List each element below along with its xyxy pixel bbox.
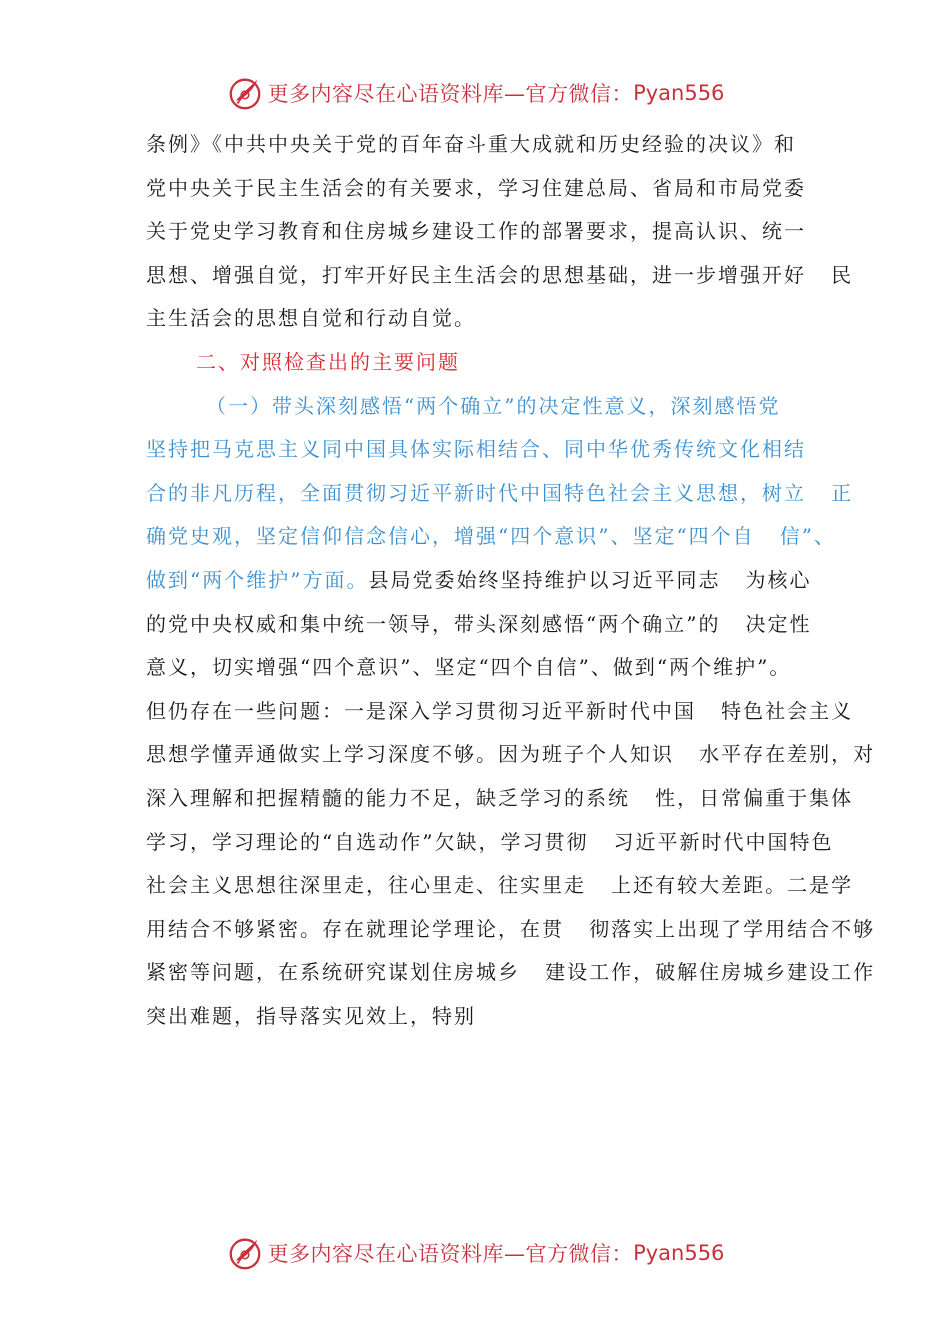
text-line: 党中央关于民主生活会的有关要求，学习住建总局、省局和市局党委 bbox=[146, 175, 806, 200]
footer-banner-content bbox=[226, 1234, 725, 1272]
subsection-heading-line: （一）带头深刻感悟“两个确立”的决定性意义，深刻感悟党 bbox=[206, 393, 781, 418]
text-line: 条例》《中共中央关于党的百年奋斗重大成就和历史经验的决议》和 bbox=[146, 132, 796, 156]
text-line: 社会主义思想往深里走，往心里走、往实里走 上还有较大差距。二是学 bbox=[146, 873, 854, 898]
text-line: 学习，学习理论的“自选动作”欠缺，学习贯彻 习近平新时代中国特色 bbox=[146, 829, 834, 854]
quill-seal-icon bbox=[226, 74, 264, 112]
text-line: 但仍存在一些问题：一是深入学习贯彻习近平新时代中国 特色社会主义 bbox=[146, 698, 854, 723]
subsection-heading-line: 坚持把马克思主义同中国具体实际相结合、同中华优秀传统文化相结 bbox=[146, 437, 806, 462]
footer-banner bbox=[0, 1231, 950, 1275]
footer-banner-text: 更多内容尽在心语资料库—官方微信： bbox=[267, 1242, 634, 1266]
header-banner-contact: Pyan556 bbox=[633, 81, 725, 105]
text-line: 主生活会的思想自觉和行动自觉。 bbox=[146, 306, 476, 331]
subsection-heading-line: 确党史观，坚定信仰信念信心，增强“四个意识”、坚定“四个自 信”、 bbox=[146, 524, 836, 549]
text-line: 用结合不够紧密。存在就理论学理论，在贯 彻落实上出现了学用结合不够 bbox=[146, 916, 876, 941]
document-body bbox=[146, 123, 876, 1038]
text-line: 突出难题，指导落实见效上，特别 bbox=[146, 1003, 476, 1028]
header-banner-content bbox=[226, 74, 725, 112]
header-banner-text: 更多内容尽在心语资料库—官方微信： bbox=[267, 82, 634, 106]
section-heading: 二、对照检查出的主要问题 bbox=[196, 349, 460, 374]
footer-banner-contact: Pyan556 bbox=[633, 1241, 725, 1265]
text-line: 意义，切实增强“四个意识”、坚定“四个自信”、做到“两个维护”。 bbox=[146, 655, 792, 680]
body-text-start: 县局党委始终坚持维护以习近平同志 为核心 bbox=[368, 567, 812, 592]
text-line: 深入理解和把握精髓的能力不足，缺乏学习的系统 性，日常偏重于集体 bbox=[146, 785, 854, 810]
mixed-text-line bbox=[146, 559, 826, 603]
header-banner bbox=[0, 71, 950, 115]
text-line: 关于党史学习教育和住房城乡建设工作的部署要求，提高认识、统一 bbox=[146, 219, 806, 244]
subsection-heading-line: 合的非凡历程，全面贯彻习近平新时代中国特色社会主义思想，树立 正 bbox=[146, 480, 854, 505]
subsection-heading-tail: 做到“两个维护”方面。 bbox=[146, 567, 369, 592]
text-line: 的党中央权威和集中统一领导，带头深刻感悟“两个确立”的 决定性 bbox=[146, 611, 812, 636]
text-line: 思想、增强自觉，打牢开好民主生活会的思想基础，进一步增强开好 民 bbox=[146, 262, 854, 287]
text-line: 紧密等问题，在系统研究谋划住房城乡 建设工作，破解住房城乡建设工作 bbox=[146, 960, 876, 985]
text-line: 思想学懂弄通做实上学习深度不够。因为班子个人知识 水平存在差别，对 bbox=[146, 742, 876, 767]
quill-seal-icon bbox=[226, 1234, 264, 1272]
